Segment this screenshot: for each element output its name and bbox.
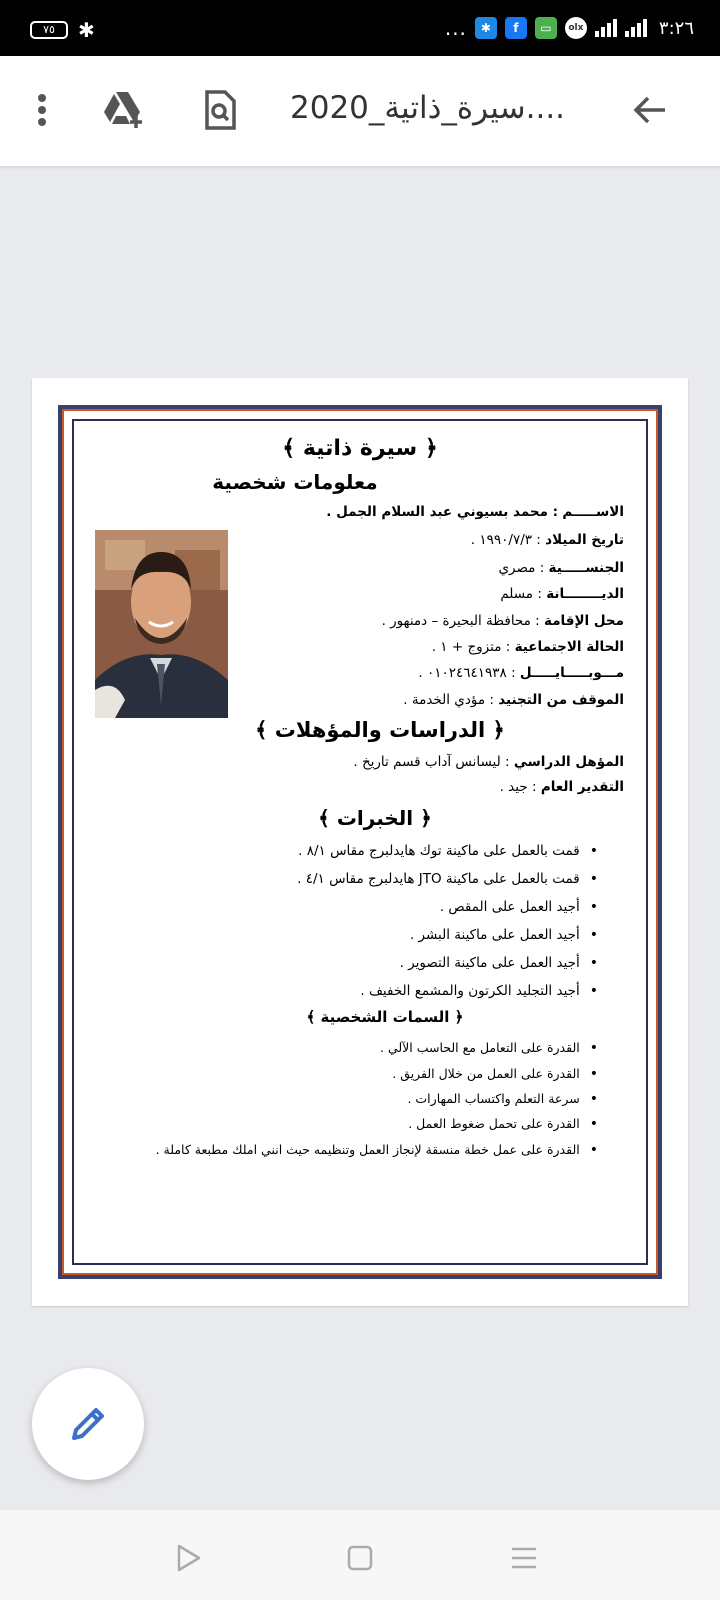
facebook-icon: f (505, 17, 527, 39)
mobile-label: مـــوبـــــايـــــل (519, 665, 624, 681)
document-search-icon[interactable] (198, 88, 242, 132)
signal-icon (595, 19, 617, 37)
nationality-value: : مصري (498, 560, 545, 576)
experience-item: • قمت بالعمل على ماكينة توك هايدلبرج مقاس ٨/١ . (298, 843, 598, 859)
residence-label: محل الإقامة (544, 613, 624, 629)
experience-heading: ﴿ الخبرات ﴾ (318, 806, 432, 830)
mobile-line (418, 665, 624, 681)
name-value: : محمد بسيوني عبد السلام الجمل . (326, 504, 559, 520)
clock: ٣:٢٦ (658, 17, 694, 39)
military-value: : مؤدي الخدمة . (403, 692, 494, 708)
system-navigation-bar (0, 1510, 720, 1600)
traits-heading: ﴿ السمات الشخصية ﴾ (306, 1008, 464, 1026)
trait-item: • القدرة على تحمل ضغوط العمل . (408, 1116, 598, 1132)
name-label: الاســـــم (562, 504, 624, 520)
trait-item: • القدرة على التعامل مع الحاسب الآلي . (380, 1040, 598, 1056)
bluetooth-icon: ✱ (78, 18, 95, 42)
military-line (403, 692, 624, 708)
birth-line (471, 532, 624, 548)
religion-label: الديــــــــانة (546, 586, 624, 602)
birth-label: تاريخ الميلاد (545, 532, 624, 548)
trait-item: • القدرة على العمل من خلال الفريق . (392, 1066, 598, 1082)
profile-photo (95, 530, 228, 718)
personal-info-heading: معلومات شخصية (212, 470, 378, 494)
religion-line (500, 586, 624, 602)
document-page[interactable] (32, 378, 688, 1306)
degree-value: : ليسانس آداب قسم تاريخ . (353, 754, 510, 770)
nav-recents-icon[interactable] (506, 1540, 542, 1576)
back-arrow-icon[interactable] (628, 88, 672, 132)
nav-home-icon[interactable] (342, 1540, 378, 1576)
marital-value: : متزوج + ١ . (431, 639, 511, 655)
messages-icon: ▭ (535, 17, 557, 39)
document-title: سيرة_ذاتية_2020.... (290, 90, 566, 126)
bluetooth-app-icon: ✱ (475, 17, 497, 39)
residence-value: : محافظة البحيرة – دمنهور . (381, 613, 540, 629)
trait-item: • القدرة على عمل خطة منسقة لإنجاز العمل وتنظيمه حيث انني املك مطبعة كاملة . (156, 1142, 598, 1158)
nav-back-icon[interactable] (170, 1540, 206, 1576)
resume-title: ﴿ سيرة ذاتية ﴾ (282, 436, 438, 461)
status-right (445, 16, 694, 40)
nationality-line (498, 560, 624, 576)
degree-label: المؤهل الدراسي (513, 754, 624, 770)
more-vert-icon[interactable] (20, 88, 64, 132)
document-content (32, 378, 688, 1306)
religion-value: : مسلم (500, 586, 542, 602)
trait-item: • سرعة التعلم واكتساب المهارات . (407, 1091, 598, 1107)
nationality-label: الجنســـــية (548, 560, 624, 576)
mobile-value: : ٠١٠٢٤٦٤١٩٣٨ . (418, 665, 516, 681)
signal-icon-2 (625, 19, 647, 37)
experience-item: • قمت بالعمل على ماكينة JTO هايدلبرج مقاس ٤/١ . (297, 871, 598, 887)
add-to-drive-icon[interactable] (102, 88, 146, 132)
experience-item: • أجيد العمل على المقص . (440, 899, 598, 915)
app-toolbar (0, 56, 720, 166)
grade-line (500, 779, 624, 795)
olx-icon: olx (565, 17, 587, 39)
residence-line (382, 613, 624, 629)
degree-line (353, 754, 624, 770)
education-heading: ﴿ الدراسات والمؤهلات ﴾ (255, 718, 505, 742)
name-line (326, 504, 624, 520)
experience-item: • أجيد العمل على ماكينة البشر . (410, 927, 598, 943)
grade-label: التقدير العام (540, 779, 624, 795)
marital-label: الحالة الاجتماعية (514, 639, 624, 655)
experience-item: • أجيد التجليد الكرتون والمشمع الخفيف . (360, 983, 598, 999)
status-left (30, 20, 95, 40)
grade-value: : جيد . (499, 779, 537, 795)
edit-pencil-icon (68, 1404, 108, 1444)
edit-button[interactable] (32, 1368, 144, 1480)
more-notifications-icon: ... (444, 16, 467, 40)
birth-value: : ١٩٩٠/٧/٣ . (470, 532, 541, 548)
marital-line (432, 639, 624, 655)
status-bar (0, 0, 720, 56)
experience-item: • أجيد العمل على ماكينة التصوير . (400, 955, 598, 971)
battery-icon: ٧٥ (30, 21, 68, 39)
military-label: الموقف من التجنيد (498, 692, 624, 708)
